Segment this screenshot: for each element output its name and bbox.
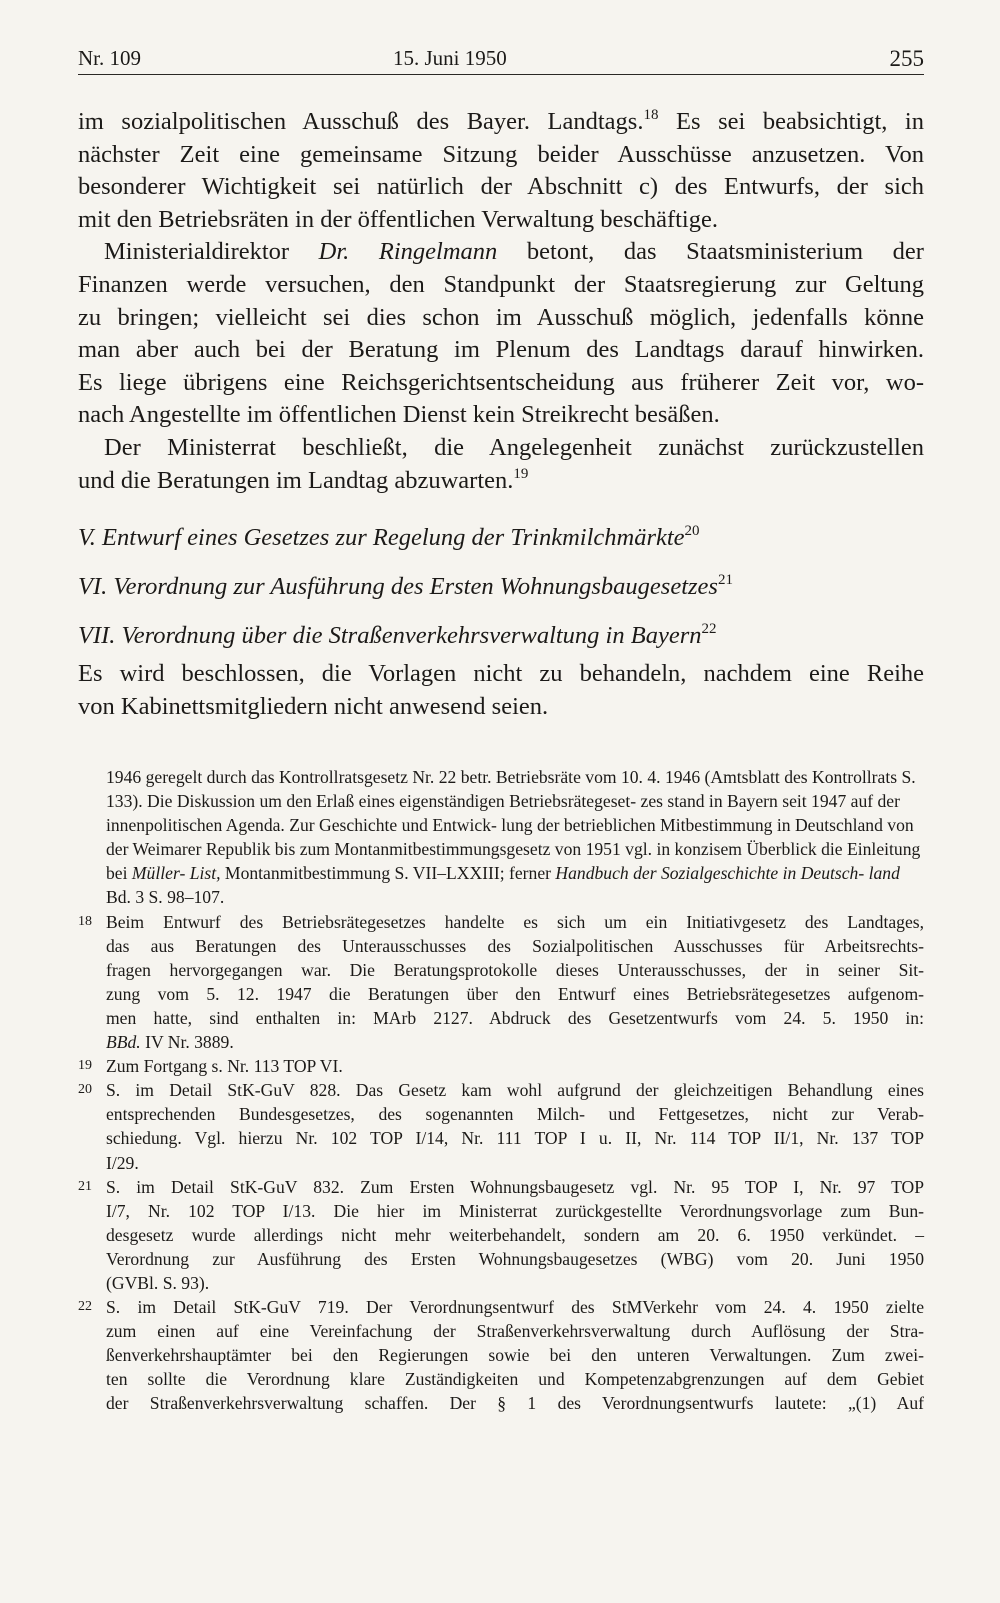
footnote-ref[interactable]: 22 — [701, 621, 717, 637]
footnote-20: 20 S. im Detail StK-GuV 828. Das Gesetz kam wohl aufgrund der gleichzeitigen Behandlung eines entsprechenden Bundesgesetzes, des sogenannten Milch- und Fettgesetzes, nicht zur Verab- schiedung. Vgl. hierzu Nr. 102 TOP I/14, Nr. 111 TOP I u. II, Nr. 114 TOP II/1, Nr. 137 TOP I/29. — [78, 1080, 924, 1173]
header-date: 15. Juni 1950 — [393, 46, 507, 70]
main-text — [78, 106, 924, 720]
resolution-paragraph: Es wird beschlossen, die Vorlagen nicht zu behandeln, nachdem eine Reihe von Kabinettsmitgliedern nicht anwesend seien. — [78, 660, 924, 720]
speaker-name: Dr. Ringelmann — [318, 238, 498, 266]
footnote-number: 22 — [78, 1299, 92, 1315]
footnote-number: 19 — [78, 1058, 92, 1074]
paragraph: Der Ministerrat beschließt, die Angelegenheit zunächst zurückzustellen und die Beratungen im Landtag abzuwarten.$^{19}$ — [78, 433, 924, 494]
footnote-ref[interactable]: 20 — [684, 523, 700, 539]
footnote-continuation: 1946 geregelt durch das Kontrollratsgesetz Nr. 22 betr. Betriebsräte vom 10. 4. 1946 (Amtsblatt des Kontrollrats S. 133). Die Diskussion um den Erlaß eines eigenständigen Betriebsrätegeset- zes stand in Bayern seit 1947 auf der innenpolitischen Agenda. Zur Geschichte und Entwick- lung der betrieblichen Mitbestimmung in Deutschland von der Weimarer Republik bis zum Montanmitbestimmungsgesetz von 1951 vgl. in konzisem Überblick die Einleitung bei Müller- List, Montanmitbestimmung S. VII–LXXIII; ferner Handbuch der Sozialgeschichte in Deutsch- land Bd. 3 S. 98–107. — [106, 767, 921, 908]
paragraph: Ministerialdirektor Dr. Ringelmann betont, das Staatsministerium der Finanzen werde versuchen, den Standpunkt der Staatsregierung zur Geltung zu bringen; vielleicht sei dies schon im Ausschuß möglich, jedenfalls könne man aber auch bei der Beratung im Plenum des Landtags darauf hinwirken. Es liege übrigens eine Reichsgerichtsentscheidung aus früherer Zeit vor, wo- nach Angestellte im öffentlichen Dienst kein Streikrecht besäßen. — [78, 238, 924, 429]
document-number: Nr. 109 — [78, 46, 141, 70]
paragraph: im sozialpolitischen Ausschuß des Bayer. Landtags.$^{18}$ Es sei beabsichtigt, in nächster Zeit eine gemeinsame Sitzung beider Ausschüsse anzusetzen. Von besonderer Wichtigkeit sei natürlich der Abschnitt c) des Entwurfs, der sich mit den Betriebsräten in der öffentlichen Verwaltung beschäftige. — [78, 107, 924, 233]
footnote-number: 18 — [78, 913, 92, 929]
footnote-ref[interactable]: 21 — [717, 572, 733, 588]
agenda-heading-vi: VI. Verordnung zur Ausführung des Ersten Wohnungsbaugesetzes$^{21}$ — [78, 572, 733, 600]
footnotes — [78, 765, 924, 1416]
agenda-heading-vii: VII. Verordnung über die Straßenverkehrsverwaltung in Bayern$^{22}$ — [78, 621, 717, 649]
footnote-18: 18 Beim Entwurf des Betriebsrätegesetzes handelte es sich um ein Initiativgesetz des Landtages, das aus Beratungen des Unterausschusses des Sozialpolitischen Ausschusses für Arbeitsrechts- fragen hervorgegangen war. Die Beratungsprotokolle dieses Unterausschusses, der in seiner Sit- zung vom 5. 12. 1947 die Beratungen über den Entwurf eines Betriebsrätegesetzes aufgenom- men hatte, sind enthalten in: MArb 2127. Abdruck des Gesetzentwurfs vom 24. 5. 1950 in: BBd. IV Nr. 3889. — [78, 911, 924, 1053]
footnote-ref[interactable]: 19 — [513, 465, 529, 482]
page-number: 255 — [889, 46, 924, 71]
footnote-19: 19 Zum Fortgang s. Nr. 113 TOP VI. — [78, 1054, 924, 1078]
agenda-heading-v: V. Entwurf eines Gesetzes zur Regelung der Trinkmilchmärkte$^{20}$ — [78, 523, 700, 551]
footnote-ref[interactable]: 18 — [643, 107, 659, 123]
running-header — [78, 44, 924, 75]
footnote-21: 21 S. im Detail StK-GuV 832. Zum Ersten Wohnungsbaugesetz vgl. Nr. 95 TOP I, Nr. 97 TOP I/7, Nr. 102 TOP I/13. Die hier im Ministerrat zurückgestellte Verordnungsvorlage zum Bun- desgesetz wurde allerdings nicht mehr weiterbehandelt, sondern am 20. 6. 1950 verkündet. – Verordnung zur Ausführung des Ersten Wohnungsbaugesetzes (WBG) vom 20. Juni 1950 (GVBl. S. 93). — [78, 1176, 924, 1293]
footnote-number: 21 — [78, 1178, 92, 1194]
footnote-number: 20 — [78, 1082, 92, 1098]
footnote-22: 22 S. im Detail StK-GuV 719. Der Verordnungsentwurf des StMVerkehr vom 24. 4. 1950 zielte zum einen auf eine Vereinfachung der Straßenverkehrsverwaltung durch Auflösung der Stra- ßenverkehrshauptämter bei den Regierungen sowie bei den unteren Verwaltungen. Zum zwei- ten sollte die Verordnung klare Zuständigkeiten und Kompetenzabgrenzungen auf dem Gebiet der Straßenverkehrsverwaltung schaffen. Der § 1 des Verordnungsentwurfs lautete: „(1) Auf — [78, 1297, 924, 1414]
